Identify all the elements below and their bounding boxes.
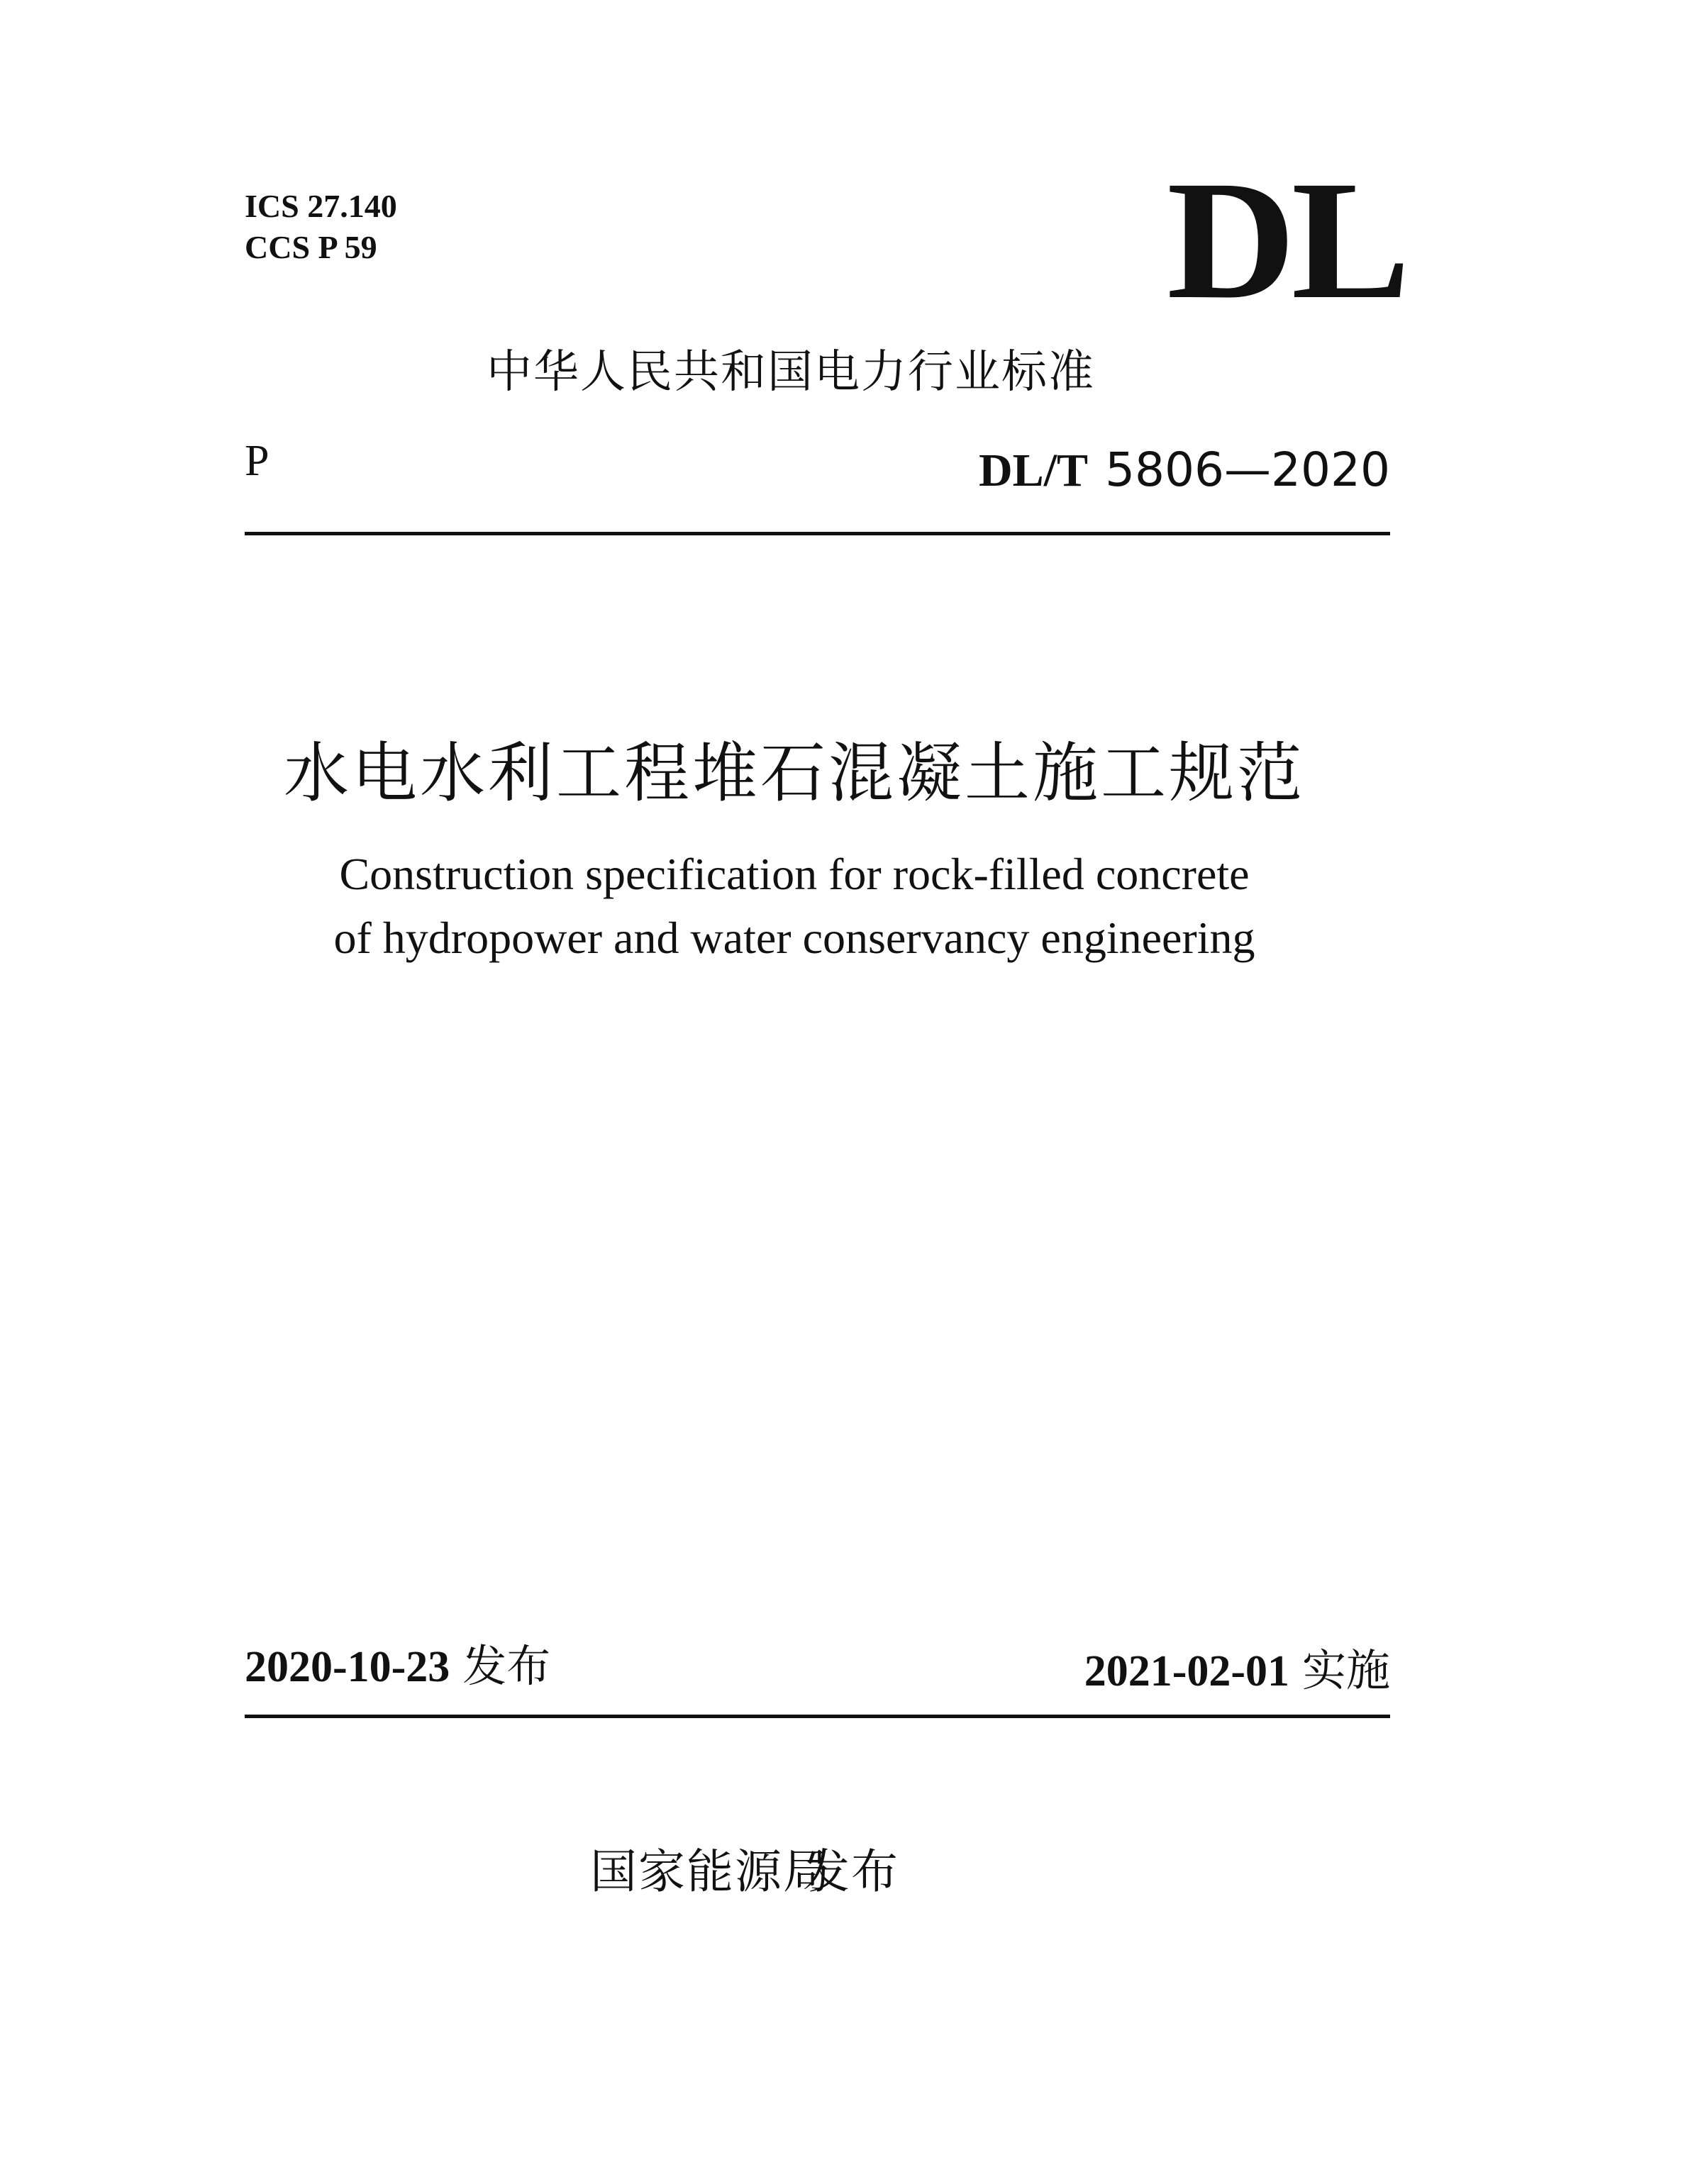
publish-date: 2020-10-23: [245, 1643, 450, 1691]
publish-label: 发布: [462, 1640, 551, 1692]
implement-date-block: [1084, 1644, 1390, 1698]
issuer-line: [0, 1842, 1688, 1902]
category-letter: P: [245, 437, 270, 485]
issuer-action: 发布: [803, 1844, 899, 1899]
bottom-divider: [245, 1715, 1390, 1718]
standard-number: [979, 443, 1390, 498]
title-english-line-1: [0, 844, 1688, 905]
standard-prefix: DL/T: [979, 445, 1089, 496]
top-divider: [245, 532, 1390, 535]
standard-number-value: 5806—2020: [1105, 442, 1390, 497]
implement-date: 2021-02-01: [1084, 1647, 1289, 1695]
title-english-line-2: [0, 908, 1688, 969]
implement-label: 实施: [1301, 1644, 1390, 1696]
ics-code: ICS 27.140: [245, 188, 397, 224]
industry-standard-heading: [0, 344, 1688, 401]
publish-date-block: [245, 1639, 550, 1694]
title-chinese-text: 水电水利工程堆石混凝土施工规范: [283, 737, 1305, 810]
classification-codes: [245, 186, 397, 268]
issuer-name: 国家能源局: [590, 1844, 831, 1899]
title-chinese: [0, 734, 1688, 813]
ccs-code: CCS P 59: [245, 229, 377, 265]
dl-logo: DL: [1167, 145, 1406, 334]
title-english-line-1-text: Construction specification for rock-filled concrete: [339, 849, 1250, 899]
industry-standard-text: 中华人民共和国电力行业标准: [487, 346, 1095, 399]
title-english-line-2-text: of hydropower and water conservancy engineering: [333, 913, 1255, 963]
